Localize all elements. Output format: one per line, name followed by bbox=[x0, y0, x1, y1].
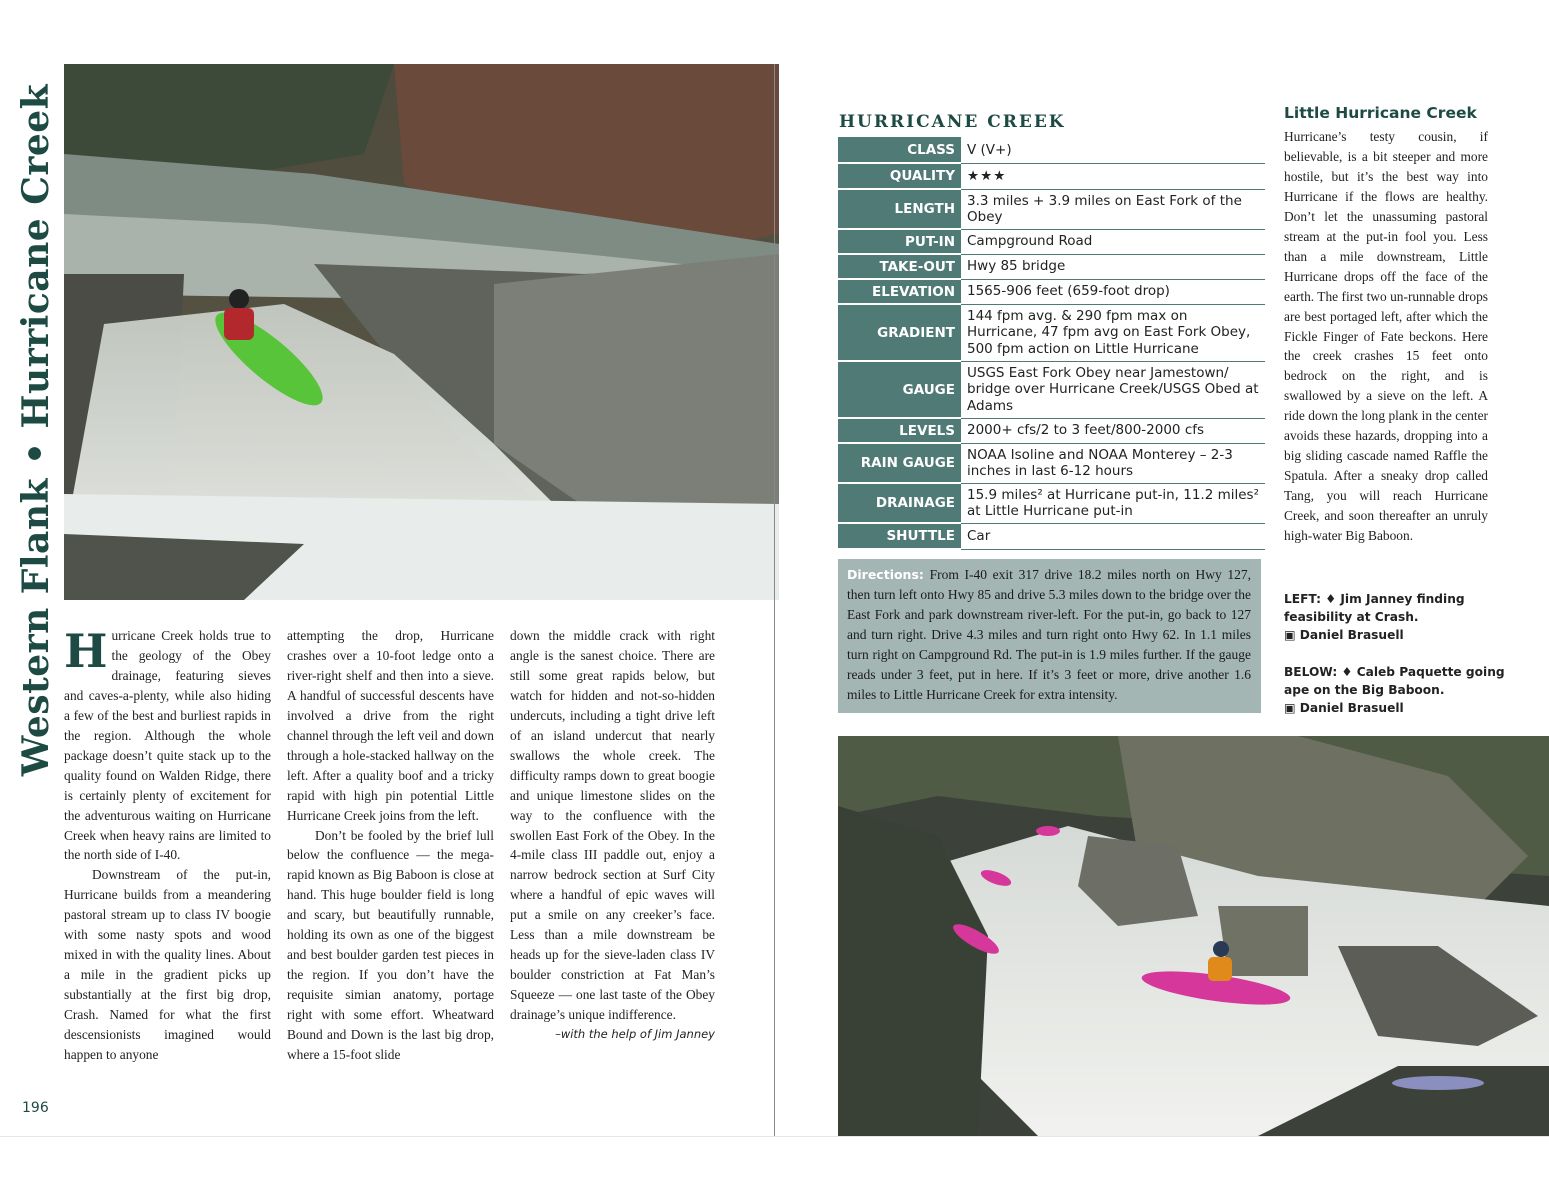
caption-below-photographer: Daniel Brasuell bbox=[1299, 701, 1404, 715]
caption-below bbox=[1284, 663, 1514, 717]
spec-row-take-out bbox=[838, 254, 1265, 279]
spec-label: LENGTH bbox=[838, 189, 961, 229]
spec-value: 2000+ cfs/2 to 3 feet/800-2000 cfs bbox=[961, 418, 1265, 443]
body-column-1 bbox=[64, 626, 271, 1065]
spec-value: V (V+) bbox=[961, 137, 1265, 163]
spec-label: SHUTTLE bbox=[838, 523, 961, 549]
spec-value: USGS East Fork Obey near Jamestown/ bridge over Hurricane Creek/USGS Obed at Adams bbox=[961, 361, 1265, 418]
spec-label: TAKE-OUT bbox=[838, 254, 961, 279]
spec-value: 1565-906 feet (659-foot drop) bbox=[961, 279, 1265, 304]
caption-left-text: Jim Janney finding feasibility at Crash. bbox=[1284, 592, 1465, 624]
river-spec-table bbox=[838, 137, 1265, 550]
spec-row-elevation bbox=[838, 279, 1265, 304]
spec-row-drainage bbox=[838, 483, 1265, 523]
spec-row-levels bbox=[838, 418, 1265, 443]
spec-row-length bbox=[838, 189, 1265, 229]
paragraph-paddle-out: down the middle crack with right angle is the sanest choice. There are still some great rapids below, but watch for hidden and not-so-hidden undercuts, including a tight drive left of an island undercut that nearly swallows the whole creek. The difficulty ramps down to great boogie and unique limestone slides on the way to the confluence with the swollen East Fork of the Obey. In the 4-mile class III paddle out, enjoy a narrow bedrock section at Surf City where a handful of epic waves will put a smile on any creeker’s face. Less than a mile downstream be heads up for the sieve-laden class IV boulder constriction at Fat Man’s Squeeze — one last taste of the Obey drainage’s unique indifference. bbox=[510, 628, 715, 1023]
spec-row-put-in bbox=[838, 229, 1265, 254]
photo-big-baboon bbox=[838, 736, 1549, 1136]
page-number: 196 bbox=[22, 1100, 49, 1116]
spec-row-class bbox=[838, 137, 1265, 163]
spec-label: DRAINAGE bbox=[838, 483, 961, 523]
author-credit: –with the help of Jim Janney bbox=[555, 1027, 715, 1042]
spec-row-gradient bbox=[838, 304, 1265, 361]
spec-row-shuttle bbox=[838, 523, 1265, 549]
directions-text: From I-40 exit 317 drive 18.2 miles north on Hwy 127, then turn left onto Hwy 85 and drive 5.3 miles down to the bridge over the East Fork and park downstream river-left. For the put-in, go back to 127 and turn right. Drive 4.3 miles and turn right onto Hwy 62. In 1.1 miles turn right on Campground Rd. The put-in is 1.9 miles further. If the gauge reads under 3 feet, put in here. If it’s 3 feet or more, drive another 1.6 miles to Little Hurricane Creek for extra intensity. bbox=[847, 567, 1251, 702]
side-title-text: Western Flank • Hurricane Creek bbox=[15, 83, 57, 777]
caption-left bbox=[1284, 590, 1514, 644]
spec-value: 3.3 miles + 3.9 miles on East Fork of the Obey bbox=[961, 189, 1265, 229]
paragraph-downstream: Downstream of the put-in, Hurricane builds from a meandering pastoral stream up to class IV boogie with some nasty spots and wood mixed in with the quality lines. About a mile in the gradient picks up substantially at the first big drop, Crash. Named for what the first descensionists imagined would happen to anyone bbox=[64, 867, 271, 1063]
camera-icon: ▣ bbox=[1284, 701, 1296, 715]
caption-left-photographer: Daniel Brasuell bbox=[1299, 628, 1404, 642]
sidebar-title: Little Hurricane Creek bbox=[1284, 104, 1477, 122]
spec-label: QUALITY bbox=[838, 163, 961, 189]
directions-box bbox=[838, 559, 1261, 713]
spec-label: LEVELS bbox=[838, 418, 961, 443]
body-column-2 bbox=[287, 626, 494, 1065]
caption-below-text: Caleb Paquette going ape on the Big Baboon. bbox=[1284, 665, 1505, 697]
spec-row-rain-gauge bbox=[838, 443, 1265, 483]
sidebar-text: Hurricane’s testy cousin, if believable, is a bit steeper and more hostile, but it’s the best way into Hurricane if the flows are healthy. Don’t let the unassuming pastoral stream at the put-in fool you. Less than a mile downstream, Little Hurricane drops off the face of the earth. The first two un-runnable drops are best portaged left, after which the Fickle Finger of Fate beckons. Here the creek crashes 15 feet onto bedrock on the right, and is swallowed by a sieve on the left. A ride down the long plank in the center avoids these hazards, dropping into a big sliding cascade named Raffle the Spatula. After a sneaky drop called Tang, you will reach Hurricane Creek, and soon thereafter an unruly high-water Big Baboon. bbox=[1284, 129, 1488, 544]
river-title: HURRICANE CREEK bbox=[839, 112, 1066, 132]
spec-label: ELEVATION bbox=[838, 279, 961, 304]
spec-value: 15.9 miles² at Hurricane put-in, 11.2 miles² at Little Hurricane put-in bbox=[961, 483, 1265, 523]
directions-label: Directions: bbox=[847, 567, 924, 582]
paragraph-crash: attempting the drop, Hurricane crashes over a 10-foot ledge onto a river-right shelf and then into a sieve. A handful of successful descents have involved a drive from the right channel through the left veil and down through a hole-stacked hallway on the left. After a quality boof and a tricky rapid with high pin potential Little Hurricane Creek joins from the left. bbox=[287, 628, 494, 823]
spec-label: CLASS bbox=[838, 137, 961, 163]
paragraph-big-baboon: Don’t be fooled by the brief lull below the confluence — the mega-rapid known as Big Baboon is close at hand. This huge boulder field is long and scary, but beautifully runnable, holding its own as one of the biggest and best boulder garden test pieces in the region. If you don’t have the requisite simian anatomy, portage right with some effort. Wheatward Bound and Down is the last big drop, where a 15-foot slide bbox=[287, 827, 494, 1063]
spec-label: PUT-IN bbox=[838, 229, 961, 254]
spec-value: Hwy 85 bridge bbox=[961, 254, 1265, 279]
spec-row-quality bbox=[838, 163, 1265, 189]
page-gutter bbox=[774, 64, 775, 1136]
page-bottom-divider bbox=[0, 1136, 1549, 1137]
caption-below-label: BELOW: bbox=[1284, 665, 1338, 679]
spec-label: RAIN GAUGE bbox=[838, 443, 961, 483]
paddle-icon: ♦ bbox=[1341, 665, 1353, 679]
body-column-3 bbox=[510, 626, 715, 1045]
spec-label: GAUGE bbox=[838, 361, 961, 418]
photo-kayaker-crash bbox=[64, 64, 779, 600]
spec-label: GRADIENT bbox=[838, 304, 961, 361]
drop-cap: H bbox=[64, 624, 108, 678]
quality-stars: ★★★ bbox=[961, 163, 1265, 189]
intro-paragraph bbox=[64, 626, 271, 865]
spec-value: NOAA Isoline and NOAA Monterey – 2-3 inches in last 6-12 hours bbox=[961, 443, 1265, 483]
spec-row-gauge bbox=[838, 361, 1265, 418]
caption-left-label: LEFT: bbox=[1284, 592, 1321, 606]
intro-text: urricane Creek holds true to the geology of the Obey drainage, featuring sieves and caves-a-plenty, while also hiding a few of the best and burliest rapids in the region. Although the whole package doesn’t quite stack up to the quality found on Walden Ridge, there is certainly plenty of excitement for the adventurous waiting on Hurricane Creek when heavy rains are limited to the north side of I-40. bbox=[64, 628, 271, 863]
spec-value: Campground Road bbox=[961, 229, 1265, 254]
spec-value: Car bbox=[961, 523, 1265, 549]
camera-icon: ▣ bbox=[1284, 628, 1296, 642]
section-side-title bbox=[0, 83, 74, 777]
paddle-icon: ♦ bbox=[1325, 592, 1337, 606]
spec-value: 144 fpm avg. & 290 fpm max on Hurricane, 47 fpm avg on East Fork Obey, 500 fpm action on Little Hurricane bbox=[961, 304, 1265, 361]
